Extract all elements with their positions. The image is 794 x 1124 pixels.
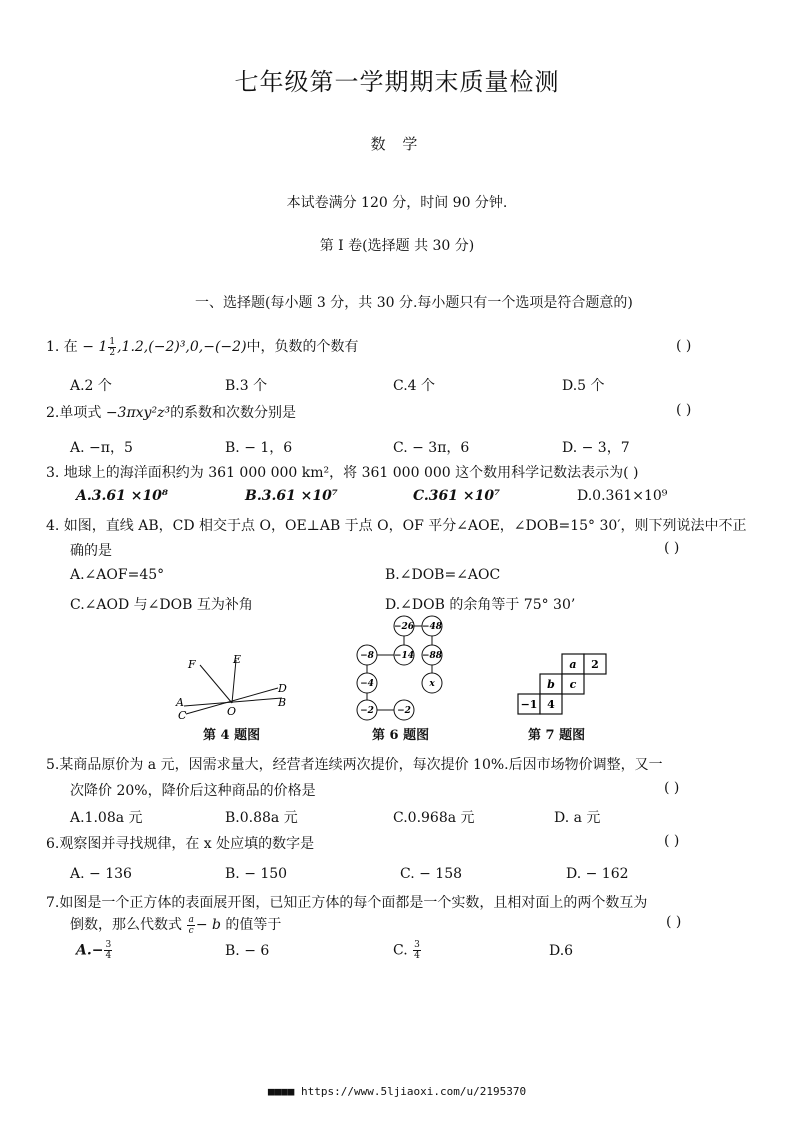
q4-option-d: D.∠DOB 的余角等于 75° 30’ [385, 597, 576, 613]
q5-option-d: D. a 元 [554, 810, 601, 826]
q3-option-b: B.3.61 ×10⁷ [245, 488, 339, 504]
q1-suffix: 中，负数的个数有 [246, 339, 359, 355]
q3-option-c: C.361 ×10⁷ [413, 488, 501, 504]
q1-prefix: 1. 在 [46, 339, 83, 355]
q7-line2-math: − b [195, 917, 221, 933]
q7-line2-suffix: 的值等于 [220, 917, 282, 933]
cell-4-label: 4 [547, 698, 555, 711]
q5-option-b: B.0.88a 元 [225, 810, 298, 826]
label-e: E [233, 653, 242, 666]
page-title: 七年级第一学期期末质量检测 [234, 68, 560, 96]
q1-frac-num: 1 [109, 336, 116, 347]
label-c: C [178, 709, 187, 722]
q4-option-b: B.∠DOB=∠AOC [385, 567, 501, 583]
q1-frac-den: 2 [109, 347, 116, 358]
q7-option-c-num: 3 [414, 940, 420, 950]
q6-option-a: A. − 136 [70, 866, 132, 882]
q7-option-a [76, 940, 113, 961]
node-2-label: −48 [421, 622, 443, 632]
question-7-line-1: 7.如图是一个正方体的表面展开图，已知正方体的每个面都是一个实数，且相对面上的两个数互为 [46, 895, 648, 911]
q7-option-d: D.6 [549, 943, 574, 959]
label-d: D [278, 682, 287, 695]
exam-info: 本试卷满分 120 分，时间 90 分钟. [286, 195, 508, 211]
cell-2-label: 2 [591, 658, 599, 671]
q1-option-d: D.5 个 [562, 378, 605, 394]
question-3: 3. 地球上的海洋面积约为 361 000 000 km²，将 361 000 000 这个数用科学记数法表示为( ) [46, 465, 639, 481]
node-9-label: −2 [397, 706, 411, 716]
figure-4-diagram [170, 648, 300, 728]
ray-of [200, 665, 232, 703]
q7-line2-prefix: 倒数，那么代数式 [70, 917, 187, 933]
ray-oe [232, 660, 236, 703]
node-5-label: −88 [421, 651, 443, 661]
figure-7-diagram [515, 652, 611, 720]
q2-option-a: A. −π，5 [70, 440, 133, 456]
node-4-label: −14 [393, 651, 415, 661]
label-b: B [278, 696, 287, 709]
volume-heading: 第 I 卷(选择题 共 30 分) [319, 238, 475, 254]
label-o: O [227, 705, 237, 718]
q2-option-d: D. − 3，7 [562, 440, 630, 456]
question-4-line-2: 确的是 [70, 543, 112, 559]
q6-option-b: B. − 150 [225, 866, 288, 882]
question-6: 6.观察图并寻找规律，在 x 处应填的数字是 [46, 836, 315, 852]
question-1 [46, 336, 359, 358]
footer-url: ■■■■ https://www.5ljiaoxi.com/u/2195370 [267, 1085, 527, 1098]
answer-paren-q7: ( ) [666, 914, 682, 930]
q2-suffix: 的系数和次数分别是 [170, 405, 297, 421]
node-6-label: −4 [360, 679, 374, 689]
q7-frac-den: c [188, 925, 194, 936]
answer-paren-q4: ( ) [664, 540, 680, 556]
subject-label: 数 学 [370, 135, 424, 153]
question-7-line-2 [70, 914, 281, 936]
cell-c-label: c [569, 678, 577, 691]
figure-7-caption: 第 7 题图 [528, 728, 586, 743]
figure-4-caption: 第 4 题图 [203, 728, 261, 743]
q3-option-a: A.3.61 ×10⁸ [76, 488, 169, 504]
q3-option-d: D.0.361×10⁹ [577, 488, 668, 504]
q5-option-c: C.0.968a 元 [393, 810, 475, 826]
q1-fraction [108, 337, 116, 358]
answer-paren-q6: ( ) [664, 833, 680, 849]
answer-paren-q1: ( ) [676, 338, 692, 354]
q1-option-a: A.2 个 [70, 378, 112, 394]
q7-option-c [393, 940, 422, 961]
node-1-label: −26 [393, 622, 415, 632]
q6-option-d: D. − 162 [566, 866, 629, 882]
q4-option-a: A.∠AOF=45° [70, 567, 165, 583]
q7-option-a-num: 3 [105, 940, 112, 950]
q1-option-c: C.4 个 [393, 378, 436, 394]
q7-option-a-den: 4 [105, 951, 112, 961]
label-f: F [188, 658, 196, 671]
question-5-line-1: 5.某商品原价为 a 元，因需求量大，经营者连续两次提价，每次提价 10%.后因市场物价调整，又一 [46, 757, 663, 773]
cell-a-label: a [569, 658, 577, 671]
q7-frac-num: a [188, 914, 194, 925]
node-8-label: −2 [360, 706, 374, 716]
q6-option-c: C. − 158 [400, 866, 463, 882]
q2-prefix: 2.单项式 [46, 405, 106, 421]
figure-6-caption: 第 6 题图 [372, 728, 430, 743]
q2-option-c: C. − 3π，6 [393, 440, 470, 456]
q7-option-a-prefix: A.− [76, 942, 104, 959]
figure-6-diagram [345, 612, 463, 722]
q5-option-a: A.1.08a 元 [70, 810, 143, 826]
question-2 [46, 402, 296, 422]
q4-option-c: C.∠AOD 与∠DOB 互为补角 [70, 597, 253, 613]
q7-option-a-fraction [104, 940, 112, 961]
q1-option-b: B.3 个 [225, 378, 268, 394]
answer-paren-q2: ( ) [676, 402, 692, 418]
q7-option-c-prefix: C. [393, 942, 413, 959]
question-4-line-1: 4. 如图，直线 AB，CD 相交于点 O，OE⊥AB 于点 O，OF 平分∠AOE，∠DOB=15° 30′，则下列说法中不正 [46, 518, 747, 534]
node-7-label: x [429, 679, 435, 689]
section-heading: 一、选择题(每小题 3 分，共 30 分.每小题只有一个选项是符合题意的) [195, 295, 633, 311]
question-5-line-2: 次降价 20%，降价后这种商品的价格是 [70, 783, 316, 799]
q1-math-b: ,1.2,(−2)³,0,−(−2) [117, 339, 247, 355]
q7-option-b: B. − 6 [225, 943, 270, 959]
q2-option-b: B. − 1，6 [225, 440, 293, 456]
cell-b-label: b [547, 678, 555, 691]
q7-option-c-fraction [413, 940, 421, 961]
label-a: A [176, 696, 184, 709]
q7-fraction [187, 915, 194, 936]
answer-paren-q5: ( ) [664, 780, 680, 796]
q2-math: −3πxy²z³ [105, 405, 171, 421]
node-3-label: −8 [360, 651, 374, 661]
q7-option-c-den: 4 [414, 951, 420, 961]
q1-math-a: − 1 [82, 339, 108, 355]
cell-neg1-label: −1 [520, 698, 538, 711]
